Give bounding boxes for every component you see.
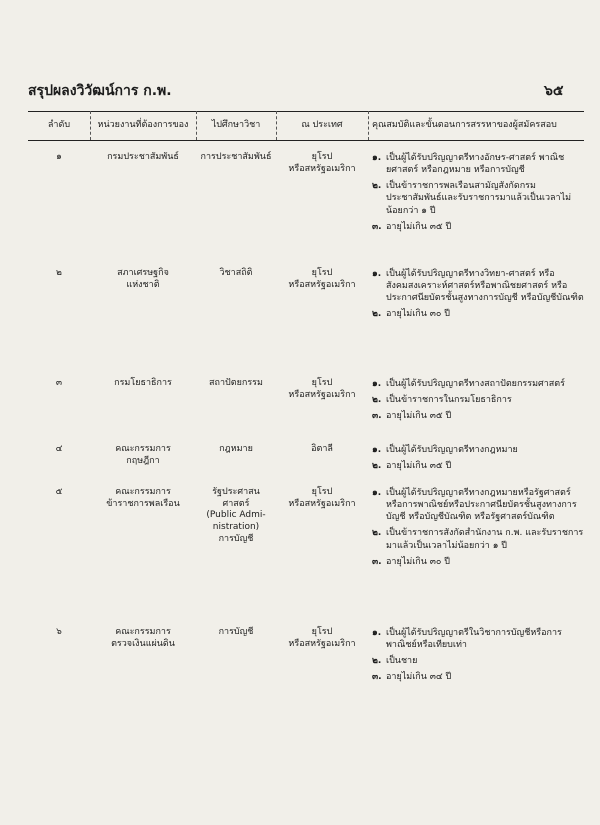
requirements-cell [372,152,584,237]
requirement-number: ๒. [372,528,382,539]
requirements-cell [372,444,584,476]
row-number: ๓ [55,378,63,388]
subject-name: การประชาสัมพันธ์ [200,152,272,162]
agency-name: คณะกรรมการ ข้าราชการพลเรือน [106,487,180,509]
subject-name: รัฐประศาสน ศาสตร์ (Public Admi- nistration) การบัญชี [206,487,266,544]
row-number: ๖ [56,627,62,637]
country-name: ยุโรป หรือสหรัฐอเมริกา [288,378,356,400]
requirement-text: เป็นข้าราชการพลเรือนสามัญสังกัดกรมประชาสัมพันธ์และรับราชการมาแล้วเป็นเวลาไม่น้อยกว่า ๑ ปี [386,181,572,216]
country-name: ยุโรป หรือสหรัฐอเมริกา [288,627,356,649]
country-name: อิตาลี [311,444,333,454]
requirements-cell [372,487,584,572]
requirements-list [372,487,584,568]
requirement-item [372,152,584,176]
requirement-item [372,308,584,320]
requirements-list [372,378,584,422]
subject-name: วิชาสถิติ [219,268,253,278]
requirement-item [372,671,584,683]
requirement-number: ๓. [372,672,382,683]
requirements-list [372,444,584,472]
requirement-number: ๒. [372,395,382,406]
requirement-item [372,460,584,472]
requirements-cell [372,627,584,688]
requirement-item [372,627,584,651]
agency-name: คณะกรรมการ กฤษฎีกา [115,444,171,466]
requirements-list [372,268,584,321]
requirement-number: ๑. [372,379,382,389]
requirement-number: ๓. [372,556,382,567]
page-number: ๖๕ [544,83,564,99]
requirement-text: อายุไม่เกิน ๓๕ ปี [386,221,452,232]
requirement-text: เป็นผู้ได้รับปริญญาตรีทางวิทยา-ศาสตร์ หรือสังคมสงเคราะห์ศาสตร์หรือพาณิชยศาสตร์ หรือประกาศนียบัตรชั้นสูงทางการบัญชี หรือบัญชีบัณฑิต [386,269,584,304]
agency-name: กรมโยธาธิการ [114,378,172,388]
requirement-text: เป็นผู้ได้รับปริญญาตรีทางสถาปัตยกรรมศาสตร์ [386,379,565,389]
subject-name: การบัญชี [218,627,254,637]
row-number: ๔ [55,444,63,454]
agency-name: กรมประชาสัมพันธ์ [107,152,179,162]
agency-name: คณะกรรมการ ตรวจเงินแผ่นดิน [111,627,175,649]
column-header-country: ณ ประเทศ [301,120,343,131]
column-header-agency: หน่วยงานที่ต้องการของ [97,120,189,131]
requirement-text: เป็นผู้ได้รับปริญญาตรีทางกฎหมาย [386,445,518,455]
requirement-item [372,527,584,551]
requirements-cell [372,378,584,426]
requirement-text: เป็นผู้ได้รับปริญญาตรีทางอักษร-ศาสตร์ พาณิชยศาสตร์ หรือกฎหมาย หรือการบัญชี [386,153,565,176]
row-number: ๒ [56,268,62,278]
requirement-number: ๓. [372,221,382,232]
requirement-item [372,180,584,216]
column-divider [368,111,369,140]
requirement-text: อายุไม่เกิน ๓๔ ปี [386,672,452,683]
requirement-number: ๓. [372,411,382,422]
requirement-number: ๒. [372,309,382,320]
subject-name: สถาปัตยกรรม [209,378,263,388]
requirement-text: อายุไม่เกิน ๓๕ ปี [386,461,452,472]
requirement-number: ๑. [372,628,382,638]
requirement-item [372,394,584,406]
requirement-text: เป็นชาย [386,656,418,667]
requirement-number: ๒. [372,461,382,472]
requirement-item [372,655,584,667]
requirement-number: ๑. [372,445,382,455]
agency-name: สภาเศรษฐกิจ แห่งชาติ [117,268,169,290]
requirements-cell [372,268,584,325]
column-header-no: ลำดับ [47,120,71,131]
requirement-text: อายุไม่เกิน ๓๐ ปี [386,309,450,320]
requirement-text: อายุไม่เกิน ๓๕ ปี [386,411,452,422]
requirement-text: เป็นข้าราชการสังกัดสำนักงาน ก.พ. และรับราชการมาแล้วเป็นเวลาไม่น้อยกว่า ๑ ปี [386,528,584,551]
country-name: ยุโรป หรือสหรัฐอเมริกา [288,152,356,174]
row-number: ๑ [56,152,62,162]
requirement-number: ๑. [372,488,382,498]
page-header-title: สรุปผลงวิวัฒน์การ ก.พ. [28,83,172,99]
column-header-requirements: คุณสมบัติและขั้นตอนการสรรหาของผู้สมัครสอบ [372,120,557,131]
table-header-rule [28,140,584,141]
requirement-item [372,221,584,233]
requirement-text: เป็นข้าราชการในกรมโยธาธิการ [386,395,512,406]
requirement-number: ๒. [372,181,382,192]
requirement-text: เป็นผู้ได้รับปริญญาตรีในวิชาการบัญชีหรือการพาณิชย์หรือเทียบเท่า [386,628,562,651]
country-name: ยุโรป หรือสหรัฐอเมริกา [288,268,356,290]
requirement-item [372,487,584,523]
row-number: ๕ [55,487,63,497]
requirement-number: ๑. [372,153,382,163]
requirement-item [372,268,584,304]
requirement-text: เป็นผู้ได้รับปริญญาตรีทางกฎหมายหรือรัฐศาสตร์ หรือการพาณิชย์หรือประกาศนียบัตรชั้นสูงทางการบัญชี หรือบัญชีบัณฑิต หรือรัฐศาสตร์บัณฑิต [386,488,577,523]
requirement-number: ๑. [372,269,382,279]
requirement-text: อายุไม่เกิน ๓๐ ปี [386,556,450,567]
requirement-item [372,378,584,390]
requirement-item [372,410,584,422]
subject-name: กฎหมาย [219,444,253,454]
requirement-item [372,556,584,568]
requirement-number: ๒. [372,656,382,667]
requirements-list [372,627,584,684]
requirements-list [372,152,584,233]
column-header-subject: ไปศึกษาวิชา [211,120,261,131]
country-name: ยุโรป หรือสหรัฐอเมริกา [288,487,356,509]
requirement-item [372,444,584,456]
table-top-rule [28,111,584,112]
